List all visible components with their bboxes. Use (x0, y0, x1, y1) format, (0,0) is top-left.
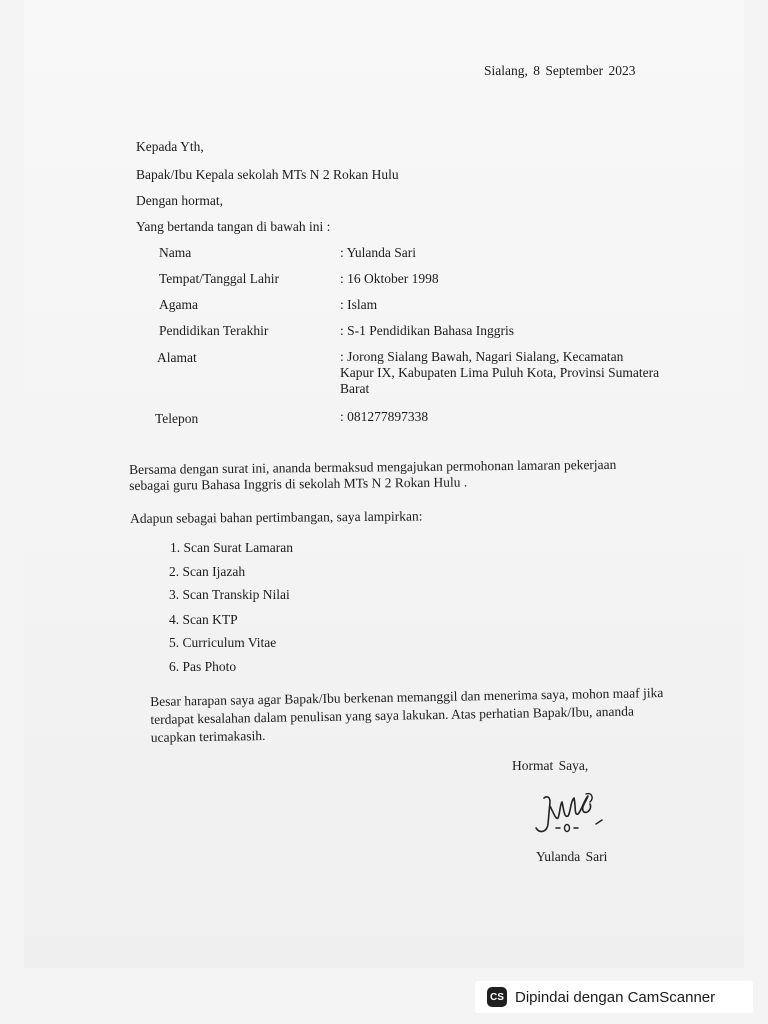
attachments-intro: Adapun sebagai bahan pertimbangan, saya lampirkan: (130, 508, 423, 526)
attachment-item: 3. Scan Transkip Nilai (169, 587, 290, 602)
identity-value-pendidikan: : S-1 Pendidikan Bahasa Inggris (340, 323, 514, 338)
handwritten-signature (530, 784, 620, 844)
greeting: Dengan hormat, (136, 193, 223, 208)
identity-label-alamat: Alamat (157, 350, 197, 365)
attachment-item: 4. Scan KTP (169, 612, 238, 627)
identity-value-alamat: : Jorong Sialang Bawah, Nagari Sialang, Kecamatan Kapur IX, Kabupaten Lima Puluh Kota, Provinsi Sumatera Barat (340, 349, 660, 396)
attachment-item: 5. Curriculum Vitae (169, 635, 277, 650)
identity-value-agama: : Islam (340, 297, 378, 312)
identity-value-ttl: : 16 Oktober 1998 (340, 271, 439, 286)
attachment-item: 6. Pas Photo (169, 659, 237, 674)
watermark-text: Dipindai dengan CamScanner (515, 988, 716, 1006)
identity-value-telepon: : 081277897338 (340, 409, 429, 424)
attachment-item: 1. Scan Surat Lamaran (170, 540, 293, 555)
identity-label-agama: Agama (159, 297, 198, 312)
camscanner-watermark (475, 981, 753, 1013)
identity-label-ttl: Tempat/Tanggal Lahir (159, 271, 279, 286)
letter-date: Sialang, 8 September 2023 (484, 63, 636, 78)
identity-label-nama: Nama (159, 245, 192, 260)
body-paragraph: Bersama dengan surat ini, ananda bermaksud mengajukan permohonan lamaran pekerjaan sebagai guru Bahasa Inggris di sekolah MTs N 2 Rokan Hulu . (129, 456, 617, 493)
signer-name: Yulanda Sari (536, 849, 608, 864)
intro-line: Yang bertanda tangan di bawah ini : (136, 219, 331, 234)
identity-value-nama: : Yulanda Sari (340, 245, 416, 260)
recipient-line-2: Bapak/Ibu Kepala sekolah MTs N 2 Rokan Hulu (136, 167, 399, 182)
camscanner-logo-icon: CS (487, 987, 507, 1007)
closing-paragraph: Besar harapan saya agar Bapak/Ibu berkenan memanggil dan menerima saya, mohon maaf jika terdapat kesalahan dalam penulisan yang saya lakukan. Atas perhatian Bapak/Ibu, ananda ucapkan terimakasih. (150, 685, 664, 745)
identity-label-pendidikan: Pendidikan Terakhir (159, 323, 269, 338)
closing-salutation: Hormat Saya, (512, 758, 589, 773)
identity-label-telepon: Telepon (155, 411, 199, 426)
recipient-line-1: Kepada Yth, (136, 139, 204, 154)
attachment-item: 2. Scan Ijazah (169, 564, 246, 579)
